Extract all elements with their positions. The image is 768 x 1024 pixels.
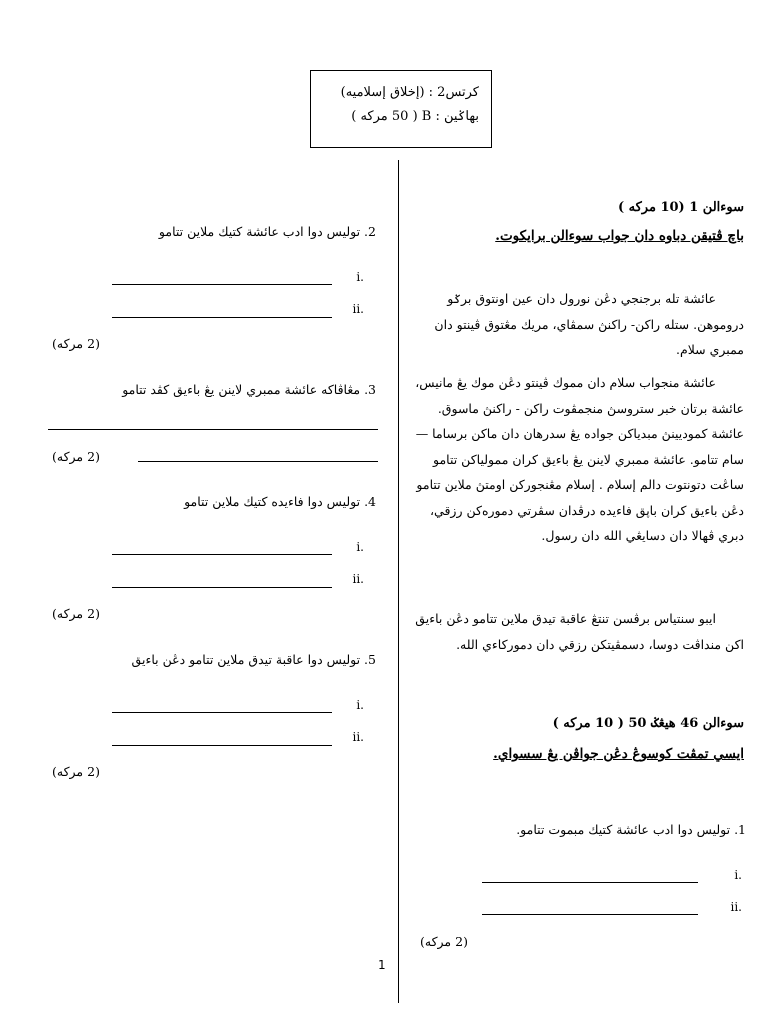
marks-label: (2 مركه) [420,934,468,949]
answer-line[interactable] [48,429,378,430]
answer-label-ii: .ii [730,900,742,914]
column-divider [398,160,399,1003]
marks-label: (2 مركه) [52,764,100,779]
marks-label: (2 مركه) [52,449,100,464]
question-1-text: 1. توليس دوا ادب عائشة كتيك مبموت تتامو. [516,822,746,837]
passage-paragraph-2: عائشة منجواب سلام دان مموك ڤينتو دڠن موك يڠ مانيس، عائشة برتان خبر ستروسڽ منجمڤوت راكن - راكنڽ ماسوق. عائشة كموديينڽ مبدياكن جواده يڠ سدرهان دان ماكن برساما — سام تتامو. عائشة ممبري لاينن يڠ باءيق كران ممولياكن تتامو ساڠت دتونتوت دالم إسلام . إسلام مڠنجوركن اومتڽ ملاين تتامو دڠن باءيق كران باڽق فاءيده درڤدان سڤرتي دموره‌كن رزقي، دبري ڤهالا دان دسايڠي الله دان رسول. [415,375,744,543]
answer-line[interactable] [482,914,698,915]
answer-label-i: .i [356,698,364,712]
question-4-text: 4. توليس دوا فاءيده كتيك ملاين تتامو [184,494,376,509]
answer-label-ii: .ii [352,302,364,316]
answer-line[interactable] [112,554,332,555]
answer-line[interactable] [138,461,378,462]
question-2-text: 2. توليس دوا ادب عائشة كتيك ملاين تتامو [158,224,376,239]
section-a-instruction: باچ ڤتيقن دباوه دان جواب سوءالن برايكوت. [495,228,744,244]
paper-title: كرتس2 : (إخلاق إسلاميه) [340,85,479,100]
section-a-title: سوءالن 1 (10 مركه ) [617,200,744,215]
paper-header-box [310,70,492,148]
answer-line[interactable] [112,587,332,588]
marks-label: (2 مركه) [52,606,100,621]
marks-label: (2 مركه) [52,336,100,351]
answer-line[interactable] [482,882,698,883]
passage-paragraph-3: ايبو سنتياس برڤسن تنتڠ عاقبة تيدق ملاين تتامو دڠن باءيق اكن منداڤت دوسا، دسمڤيتكن رزقي دان دموركاءي الله. [415,611,744,652]
answer-line[interactable] [112,745,332,746]
answer-label-i: .i [356,270,364,284]
section-b-title: سوءالن 46 هيڠݢ 50 ( 10 مركه ) [552,716,744,731]
passage-paragraph-1: عائشة تله برجنجي دڠن نورول دان عين اونتوق برݢو دروموهن. ستله راكن- راكنڽ سمڤاي، مريك مڠتوق ڤينتو دان ممبري سلام. [434,291,744,357]
question-5-text: 5. توليس دوا عاقبة تيدق ملاين تتامو دڠن باءيق [131,652,376,667]
page-number: 1 [378,958,386,972]
answer-label-i: .i [356,540,364,554]
section-label: بهاݢين : B ( 50 مركه ) [351,109,479,124]
answer-label-ii: .ii [352,572,364,586]
section-b-instruction: ايسي تمڤت كوسوڠ دڠن جواڤن يڠ سسواي. [493,746,744,762]
answer-line[interactable] [112,317,332,318]
answer-label-ii: .ii [352,730,364,744]
answer-line[interactable] [112,284,332,285]
answer-line[interactable] [112,712,332,713]
question-3-text: 3. مڠاڤاكه عائشة ممبري لاينن يڠ باءيق كڤد تتامو [122,382,376,397]
answer-label-i: .i [734,868,742,882]
